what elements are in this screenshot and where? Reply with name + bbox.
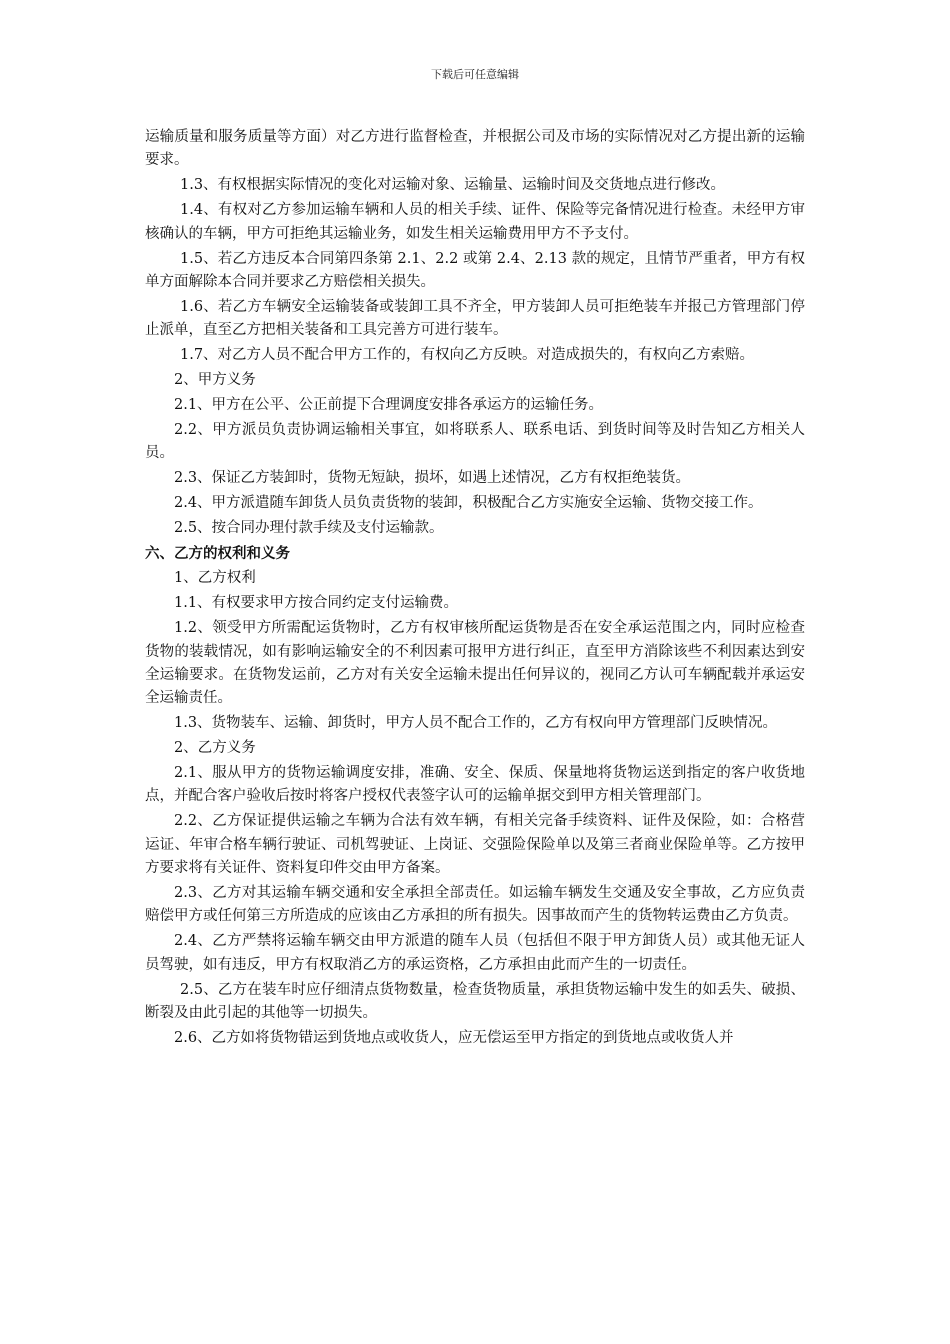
paragraph: 1.5、若乙方违反本合同第四条第 2.1、2.2 或第 2.4、2.13 款的规定，且情节严重者，甲方有权单方面解除本合同并要求乙方赔偿相关损失。 [145,250,805,290]
paragraph: 1.3、有权根据实际情况的变化对运输对象、运输量、运输时间及交货地点进行修改。 [180,177,726,194]
paragraph: 2.3、乙方对其运输车辆交通和安全承担全部责任。如运输车辆发生交通及安全事故，乙方应负责赔偿甲方或任何第三方所造成的应该由乙方承担的所有损失。因事故而产生的货物转运费由乙方负责。 [145,884,805,925]
paragraph: 1.1、有权要求甲方按合同约定支付运输费。 [174,595,459,612]
chapter-heading: 六、乙方的权利和义务 [145,545,290,563]
paragraph: 运输质量和服务质量等方面）对乙方进行监督检查，并根据公司及市场的实际情况对乙方提出新的运输要求。 [145,129,805,169]
paragraph: 1.7、对乙方人员不配合甲方工作的，有权向乙方反映。对造成损失的，有权向乙方索赔。 [180,347,755,364]
paragraph: 2.3、保证乙方装卸时，货物无短缺，损坏，如遇上述情况，乙方有权拒绝装货。 [174,470,691,487]
paragraph: 2.4、乙方严禁将运输车辆交由甲方派遣的随车人员（包括但不限于甲方卸货人员）或其他无证人员驾驶，如有违反，甲方有权取消乙方的承运资格，乙方承担由此而产生的一切责任。 [145,933,805,973]
paragraph: 1.6、若乙方车辆安全运输装备或装卸工具不齐全，甲方装卸人员可拒绝装车并报己方管理部门停止派单，直至乙方把相关装备和工具完善方可进行装车。 [145,298,805,339]
paragraph: 2.6、乙方如将货物错运到货地点或收货人，应无偿运至甲方指定的到货地点或收货人并 [174,1029,734,1046]
section-heading: 1、乙方权利 [174,570,256,587]
paragraph: 2.5、乙方在装车时应仔细清点货物数量，检查货物质量，承担货物运输中发生的如丢失、破损、断裂及由此引起的其他等一切损失。 [145,981,805,1021]
paragraph: 2.1、甲方在公平、公正前提下合理调度安排各承运方的运输任务。 [174,397,604,414]
paragraph: 1.2、领受甲方所需配运货物时，乙方有权审核所配运货物是否在安全承运范围之内，同时应检查货物的装载情况，如有影响运输安全的不利因素可报甲方进行纠正，直至甲方消除该些不利因素达到安全运输要求。在货物发运前，乙方对有关安全运输未提出任何异议的，视同乙方认可车辆配载并承运安全运输责任。 [145,620,805,707]
paragraph: 2.5、按合同办理付款手续及支付运输款。 [174,520,444,537]
paragraph: 2.4、甲方派遣随车卸货人员负责货物的装卸，积极配合乙方实施安全运输、货物交接工作。 [174,495,763,512]
section-heading: 2、乙方义务 [174,740,256,757]
paragraph: 2.2、乙方保证提供运输之车辆为合法有效车辆，有相关完备手续资料、证件及保险，如：合格营运证、年审合格车辆行驶证、司机驾驶证、上岗证、交强险保险单以及第三者商业保险单等。乙方按甲方要求将有关证件、资料复印件交由甲方备案。 [145,813,805,876]
section-heading: 2、甲方义务 [174,372,256,389]
page-header: 下载后可任意编辑 [431,68,519,81]
paragraph: 2.2、甲方派员负责协调运输相关事宜，如将联系人、联系电话、到货时间等及时告知乙方相关人员。 [145,422,805,462]
paragraph: 2.1、服从甲方的货物运输调度安排，准确、安全、保质、保量地将货物运送到指定的客户收货地点，并配合客户验收后按时将客户授权代表签字认可的运输单据交到甲方相关管理部门。 [145,765,805,805]
paragraph: 1.4、有权对乙方参加运输车辆和人员的相关手续、证件、保险等完备情况进行检查。未经甲方审核确认的车辆，甲方可拒绝其运输业务，如发生相关运输费用甲方不予支付。 [145,202,805,242]
document-body [145,126,805,1052]
paragraph: 1.3、货物装车、运输、卸货时，甲方人员不配合工作的，乙方有权向甲方管理部门反映情况。 [174,715,778,732]
